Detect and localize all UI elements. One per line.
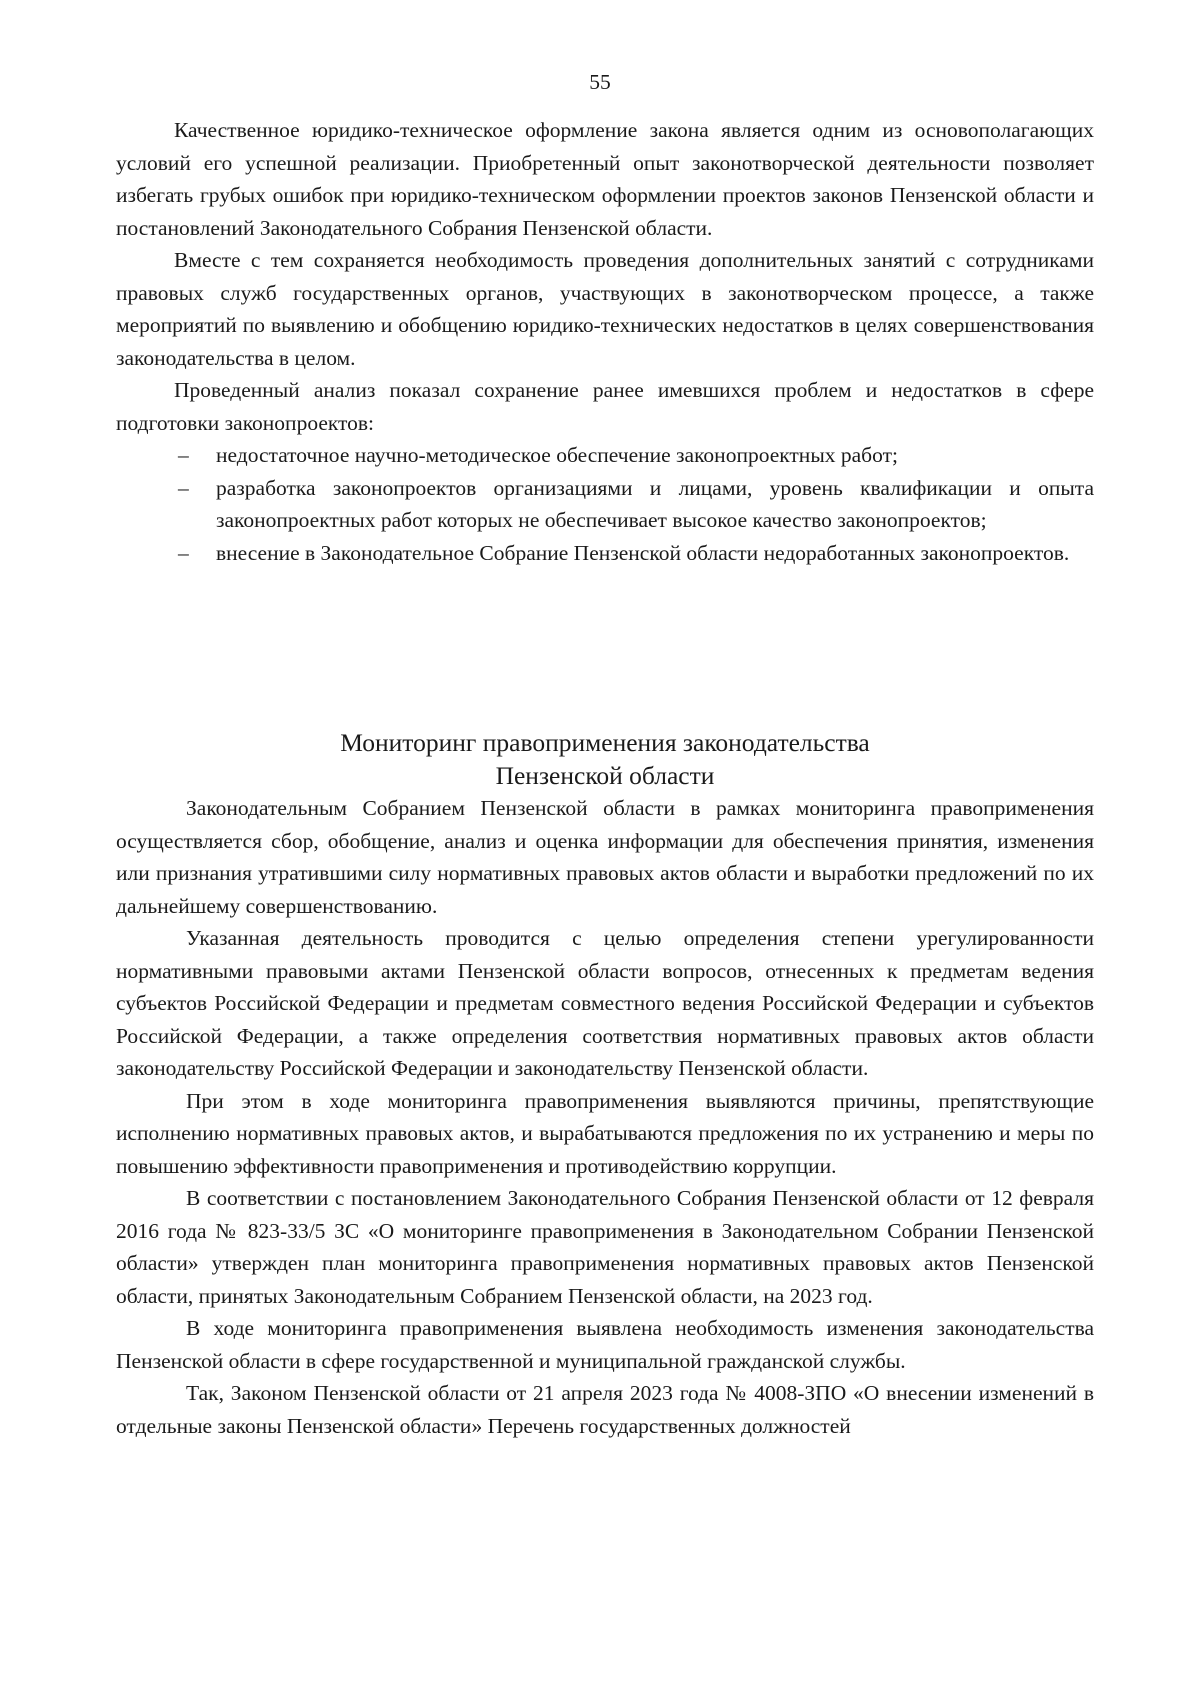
dash-bullet-icon: – xyxy=(178,443,189,467)
section-title-line: Пензенской области xyxy=(495,761,715,790)
paragraph: Законодательным Собранием Пензенской области в рамках мониторинга правоприменения осуществляется сбор, обобщение, анализ и оценка информации для обеспечения принятия, изменения или признания утратившими силу нормативных правовых актов области и выработки предложений по их дальнейшему совершенствованию. xyxy=(116,796,1094,918)
dash-bullet-icon: – xyxy=(178,475,189,500)
page-number: 55 xyxy=(589,70,611,94)
section-title xyxy=(116,726,1094,792)
list-item-text: недостаточное научно-методическое обеспечение законопроектных работ; xyxy=(216,443,898,467)
list-item xyxy=(116,439,1094,472)
paragraph: Качественное юридико-техническое оформление закона является одним из основополагающих условий его успешной реализации. Приобретенный опыт законотворческой деятельности позволяет избегать грубых ошибок при юридико-техническом оформлении проектов законов Пензенской области и постановлений Законодательного Собрания Пензенской области. xyxy=(116,118,1094,240)
paragraph: Так, Законом Пензенской области от 21 апреля 2023 года № 4008-ЗПО «О внесении изменений в отдельные законы Пензенской области» Перечень государственных должностей xyxy=(116,1381,1094,1438)
section-title-line: Мониторинг правоприменения законодательства xyxy=(340,728,870,757)
paragraph: В соответствии с постановлением Законодательного Собрания Пензенской области от 12 февраля 2016 года № 823-33/5 ЗС «О мониторинге правоприменения в Законодательном Собрании Пензенской области» утвержден план мониторинга правоприменения нормативных правовых актов Пензенской области, принятых Законодательным Собранием Пензенской области, на 2023 год. xyxy=(116,1186,1094,1308)
problems-list xyxy=(116,439,1094,569)
paragraph: При этом в ходе мониторинга правоприменения выявляются причины, препятствующие исполнению нормативных правовых актов, и вырабатываются предложения по их устранению и меры по повышению эффективности правоприменения и противодействию коррупции. xyxy=(116,1088,1094,1178)
paragraph: В ходе мониторинга правоприменения выявлена необходимость изменения законодательства Пензенской области в сфере государственной и муниципальной гражданской службы. xyxy=(116,1316,1094,1373)
list-item-text: внесение в Законодательное Собрание Пензенской области недоработанных законопроектов. xyxy=(216,540,1070,565)
monitoring-section xyxy=(116,726,1094,1442)
dash-bullet-icon: – xyxy=(178,540,189,565)
list-item-text: разработка законопроектов организациями и лицами, уровень квалификации и опыта законопроектных работ которых не обеспечивает высокое качество законопроектов; xyxy=(216,475,1094,532)
intro-block xyxy=(116,114,1094,569)
paragraph: Указанная деятельность проводится с целью определения степени урегулированности нормативными правовыми актами Пензенской области вопросов, отнесенных к предметам ведения субъектов Российской Федерации и предметам совместного ведения Российской Федерации и субъектов Российской Федерации, а также определения соответствия нормативных правовых актов области законодательству Российской Федерации и законодательству Пензенской области. xyxy=(116,926,1094,1080)
list-item xyxy=(116,537,1094,570)
paragraph: Проведенный анализ показал сохранение ранее имевшихся проблем и недостатков в сфере подготовки законопроектов: xyxy=(116,378,1094,435)
paragraph: Вместе с тем сохраняется необходимость проведения дополнительных занятий с сотрудниками правовых служб государственных органов, участвующих в законотворческом процессе, а также мероприятий по выявлению и обобщению юридико-технических недостатков в целях совершенствования законодательства в целом. xyxy=(116,248,1094,370)
list-item xyxy=(116,472,1094,537)
